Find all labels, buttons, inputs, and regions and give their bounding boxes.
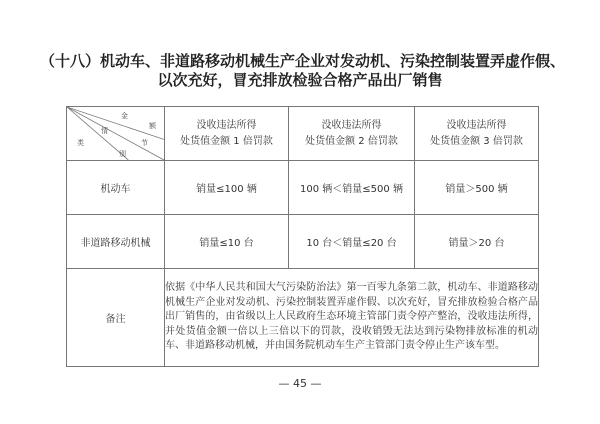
page-title	[40, 52, 566, 90]
row-label-non-road-machinery: 非道路移动机械	[67, 215, 165, 269]
table-cell: 销量≤10 台	[165, 215, 289, 269]
corner-label-middle-1: 情	[101, 127, 108, 135]
table-cell: 销量≤100 辆	[165, 161, 289, 215]
table-header-row	[67, 107, 539, 161]
remark-row	[67, 269, 539, 367]
table-row	[67, 215, 539, 269]
title-line-2: 以次充好，冒充排放检验合格产品出厂销售	[157, 71, 443, 89]
table-row	[67, 161, 539, 215]
table-cell: 销量＞500 辆	[415, 161, 539, 215]
remark-label: 备注	[67, 269, 165, 367]
row-label-motor-vehicle: 机动车	[67, 161, 165, 215]
remark-text: 依据《中华人民共和国大气污染防治法》第一百零九条第二款，机动车、非道路移动机械生产企业对发动机、污染控制装置弄虚作假、以次充好，冒充排放检验合格产品出厂销售的，由省级以上人民政府生态环境主管部门责令停产整治，没收违法所得，并处货值金额一倍以上三倍以下的罚款，没收销毁无法达到污染物排放标准的机动车、非道路移动机械，并由国务院机动车生产主管部门责令停止生产该车型。	[165, 269, 539, 367]
corner-label-top-1: 金	[121, 112, 128, 120]
page-number: — 45 —	[278, 377, 322, 390]
table-cell: 10 台＜销量≤20 台	[289, 215, 415, 269]
penalty-table	[66, 106, 539, 367]
diagonal-lines	[67, 107, 164, 160]
corner-label-bottom-1: 类	[77, 139, 84, 147]
table-cell: 100 辆＜销量≤500 辆	[289, 161, 415, 215]
corner-label-top-2: 额	[149, 122, 156, 130]
column-header-3: 没收违法所得 处货值金额 3 倍罚款	[415, 107, 539, 161]
corner-label-bottom-2: 别	[119, 150, 126, 158]
corner-label-middle-2: 节	[141, 139, 148, 147]
column-header-1: 没收违法所得 处货值金额 1 倍罚款	[165, 107, 289, 161]
column-header-2: 没收违法所得 处货值金额 2 倍罚款	[289, 107, 415, 161]
table-cell: 销量＞20 台	[415, 215, 539, 269]
title-line-1: （十八）机动车、非道路移动机械生产企业对发动机、污染控制装置弄虚作假、	[40, 52, 566, 70]
diagonal-header-cell	[67, 107, 165, 161]
